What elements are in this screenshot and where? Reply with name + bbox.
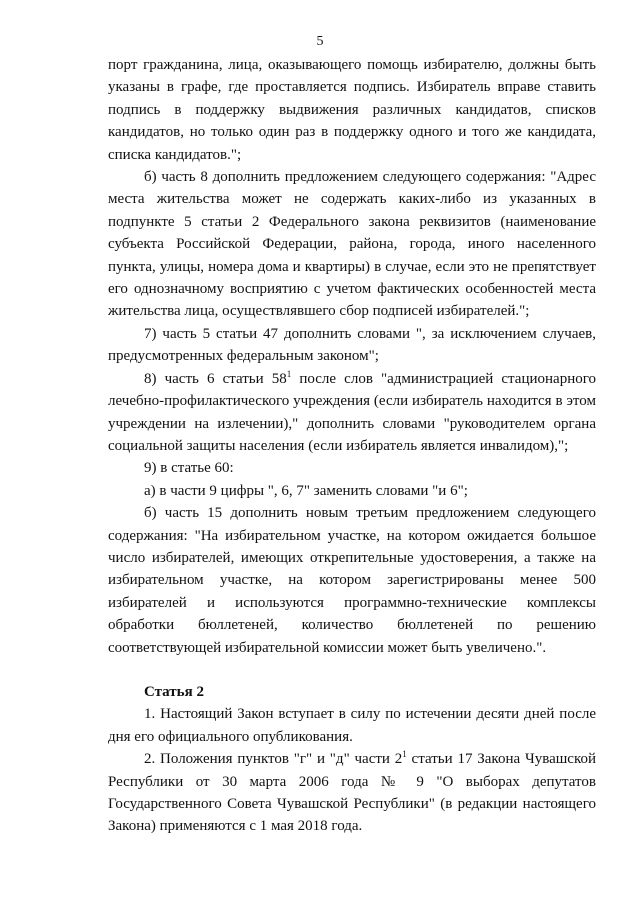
paragraph-continuation: порт гражданина, лица, оказывающего помощь избирателю, должны быть указаны в графе, где проставляется подпись. Избиратель вправе ставить подпись в поддержку выдвижения различных кандидатов, списков кандидатов, но только один раз в поддержку одного и того же кандидата, списка кандидатов."; bbox=[108, 57, 596, 163]
page-number: 5 bbox=[316, 34, 324, 49]
document-body bbox=[108, 54, 596, 838]
paragraph-item-8 bbox=[108, 368, 596, 458]
item-8-superscript: 1 bbox=[286, 368, 292, 379]
item-8-text-start: 8) часть 6 статьи 58 bbox=[144, 370, 287, 387]
paragraph-item-9: 9) в статье 60: bbox=[144, 460, 234, 477]
paragraph-item-9a: а) в части 9 цифры ", 6, 7" заменить словами "и 6"; bbox=[144, 482, 468, 499]
article-2-p2-superscript: 1 bbox=[402, 749, 407, 760]
article-2-paragraph-2 bbox=[108, 748, 596, 838]
paragraph-item-9b: б) часть 15 дополнить новым третьим предложением следующего содержания: "На избирательном участке, на котором ожидается большое число избирателей, имеющих открепительные удостоверения, а также на избирательном участке, на котором зарегистрированы менее 500 избирателей и используются программно-технические комплексы обработки бюллетеней, количество бюллетеней по решению соответствующей избирательной комиссии может быть увеличено.". bbox=[108, 505, 596, 656]
paragraph-item-b-part-8: б) часть 8 дополнить предложением следующего содержания: "Адрес места жительства может не содержать каких-либо из указанных в подпункте 5 статьи 2 Федерального закона реквизитов (наименование субъекта Российской Федерации, района, города, иного населенного пункта, улицы, номера дома и квартиры) в случае, если это не препятствует его однозначному восприятию с учетом фактических особенностей места жительства лица, осуществлявшего сбор подписей избирателей."; bbox=[108, 169, 596, 320]
paragraph-item-7: 7) часть 5 статьи 47 дополнить словами ", за исключением случаев, предусмотренных федеральным законом"; bbox=[108, 325, 596, 365]
article-2-p2-text-start: 2. Положения пунктов "г" и "д" части 2 bbox=[144, 751, 403, 768]
item-8-text-end: после слов "администрацией стационарного лечебно-профилактического учреждения (если избиратель находится в этом учреждении на излечении)," дополнить словами "руководителем органа социальной защиты населения (если избиратель является инвалидом),"; bbox=[108, 370, 596, 454]
article-2-heading: Статья 2 bbox=[144, 683, 204, 700]
article-2-paragraph-1: 1. Настоящий Закон вступает в силу по истечении десяти дней после дня его официального опубликования. bbox=[108, 706, 596, 745]
article-2-p2-text-end: статьи 17 Закона Чувашской Республики от 30 марта 2006 года № 9 "О выборах депутатов Государственного Совета Чувашской Республики" (в редакции настоящего Закона) применяются с 1 мая 2018 года. bbox=[108, 751, 596, 835]
